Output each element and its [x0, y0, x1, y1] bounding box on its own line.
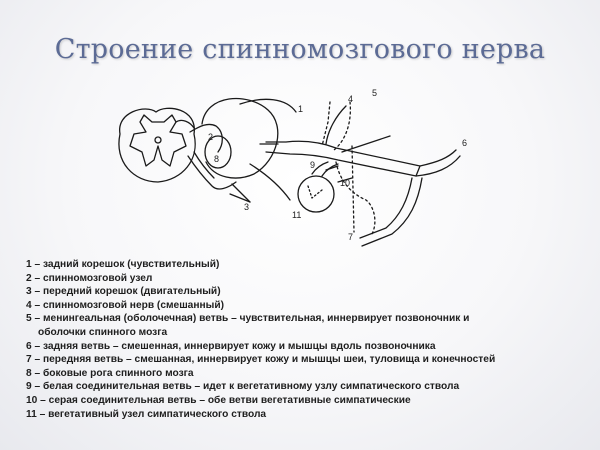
spinal-nerve-diagram — [90, 82, 490, 250]
legend-item: 10 – серая соединительная ветвь – обе ветви вегетативные симпатические — [26, 394, 411, 406]
anterior-branch — [360, 178, 412, 238]
label-1: 1 — [298, 104, 304, 114]
slide-title: Строение спинномозгового нерва — [54, 34, 546, 65]
label-4: 4 — [348, 94, 354, 104]
legend-item: 9 – белая соединительная ветвь – идет к вегетативному узлу симпатического ствола — [26, 381, 460, 393]
label-10: 10 — [340, 178, 351, 188]
legend-list — [26, 258, 586, 421]
legend-item: 1 – задний корешок (чувствительный) — [26, 259, 220, 270]
label-8: 8 — [214, 154, 220, 164]
grey-matter — [130, 115, 186, 166]
legend-item: 7 – передняя ветвь – смешанная, иннервирует кожу и мышцы шеи, туловища и конечностей — [26, 354, 496, 366]
legend-item: 2 – спинномозговой узел — [26, 272, 153, 284]
legend-item: 8 – боковые рога спинного мозга — [26, 367, 194, 379]
legend-item: 4 – спинномозговой нерв (смешанный) — [26, 299, 225, 311]
sympathetic-ganglion — [298, 176, 334, 212]
label-2: 2 — [208, 132, 214, 142]
legend-item: 6 – задняя ветвь – смешенная, иннервирует кожу и мышцы вдоль позвоночника — [26, 340, 436, 352]
anterior-branch-outer — [416, 166, 420, 176]
legend-item: 3 – передний корешок (двигательный) — [26, 286, 221, 298]
label-9: 9 — [310, 160, 316, 170]
label-5: 5 — [372, 88, 378, 98]
label-3: 3 — [244, 202, 250, 212]
label-11: 11 — [292, 210, 302, 220]
spinal-nerve-lower — [266, 152, 460, 176]
label-7: 7 — [348, 232, 354, 242]
meningeal-branch — [322, 102, 330, 146]
legend-item-continuation: оболочки спинного мозга — [38, 326, 168, 338]
central-canal — [155, 137, 161, 143]
label-6: 6 — [462, 138, 468, 148]
legend-item: 5 – менингеальная (оболочечная) ветвь – чувствительная, иннервирует позвоночник и оболочки спинного мозга — [26, 312, 586, 339]
spinal-ganglion — [202, 98, 278, 178]
diagram-drawing — [90, 82, 490, 250]
grey-ramus — [336, 162, 375, 234]
dorsal-horn — [176, 120, 194, 128]
legend-item: 11 – вегетативный узел симпатического ствола — [26, 408, 267, 420]
